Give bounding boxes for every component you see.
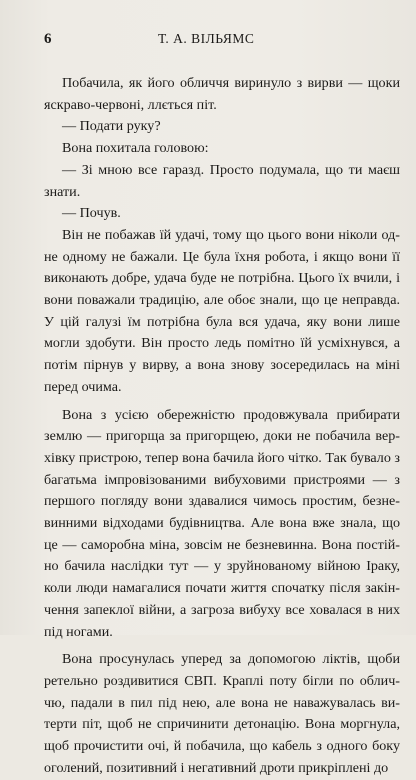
paragraph: Вона просунулась уперед за допомогою ліктів, щоби ретельно роздивитися СВП. Краплі поту бігли по обличчю, падали в пил під нею, але вона не наважувалась витерти піт, щоб не спричинити детонацію. Вона моргнула, щоб прочистити очі, й побачила, що кабель з одного боку оголений, позитивний і негативний дроти прикріплені до — [44, 651, 400, 776]
paragraph: Вона похитала головою: — [62, 140, 209, 157]
page-number: 6 — [44, 31, 52, 47]
paragraph: — Подати руку? — [62, 118, 161, 135]
paragraph: Вона з усією обережністю продовжувала прибирати землю — пригорща за пригорщею, доки не побачила верхівку пристрою, тепер вона бачила його чітко. Так бувало з багатьма імпровізованими вибуховими пристроями — з першого погляду вони здавалися чимось простим, безневинними відходами будівництва. Але вона вже знала, що це — саморобна міна, зовсім не безневинна. Вона постійно бачила наслідки тут — у зруйнованому війною Іраку, коли люди намагалися почати життя спочатку після закінчення запеклої війни, а загроза вибуху все ховалася в них під ногами. — [44, 406, 400, 640]
body-text — [44, 73, 400, 780]
author-name: Т. А. ВІЛЬЯМС — [158, 31, 255, 46]
paragraph: Він не побажав їй удачі, тому що цього вони ніколи одне одному не бажали. Це була їхня робота, і якщо вони її виконають добре, удача буде не потрібна. Цього їх вчили, і вони поважали традицію, але обоє знали, що це неправда. У цій галузі їм потрібна була вся удача, яку вони лише могли здобути. Він просто ледь помітно їй усміхнувся, а потім пірнув у вирву, а вона знову зосередилась на міні перед очима. — [44, 226, 400, 395]
paragraph: — Зі мною все гаразд. Просто подумала, що ти маєш знати. — [44, 161, 400, 200]
paragraph: Побачила, як його обличчя виринуло з вирви — щоки яскраво-червоні, ллється піт. — [44, 75, 400, 113]
running-header — [44, 28, 400, 50]
paragraph: — Почув. — [62, 205, 121, 222]
